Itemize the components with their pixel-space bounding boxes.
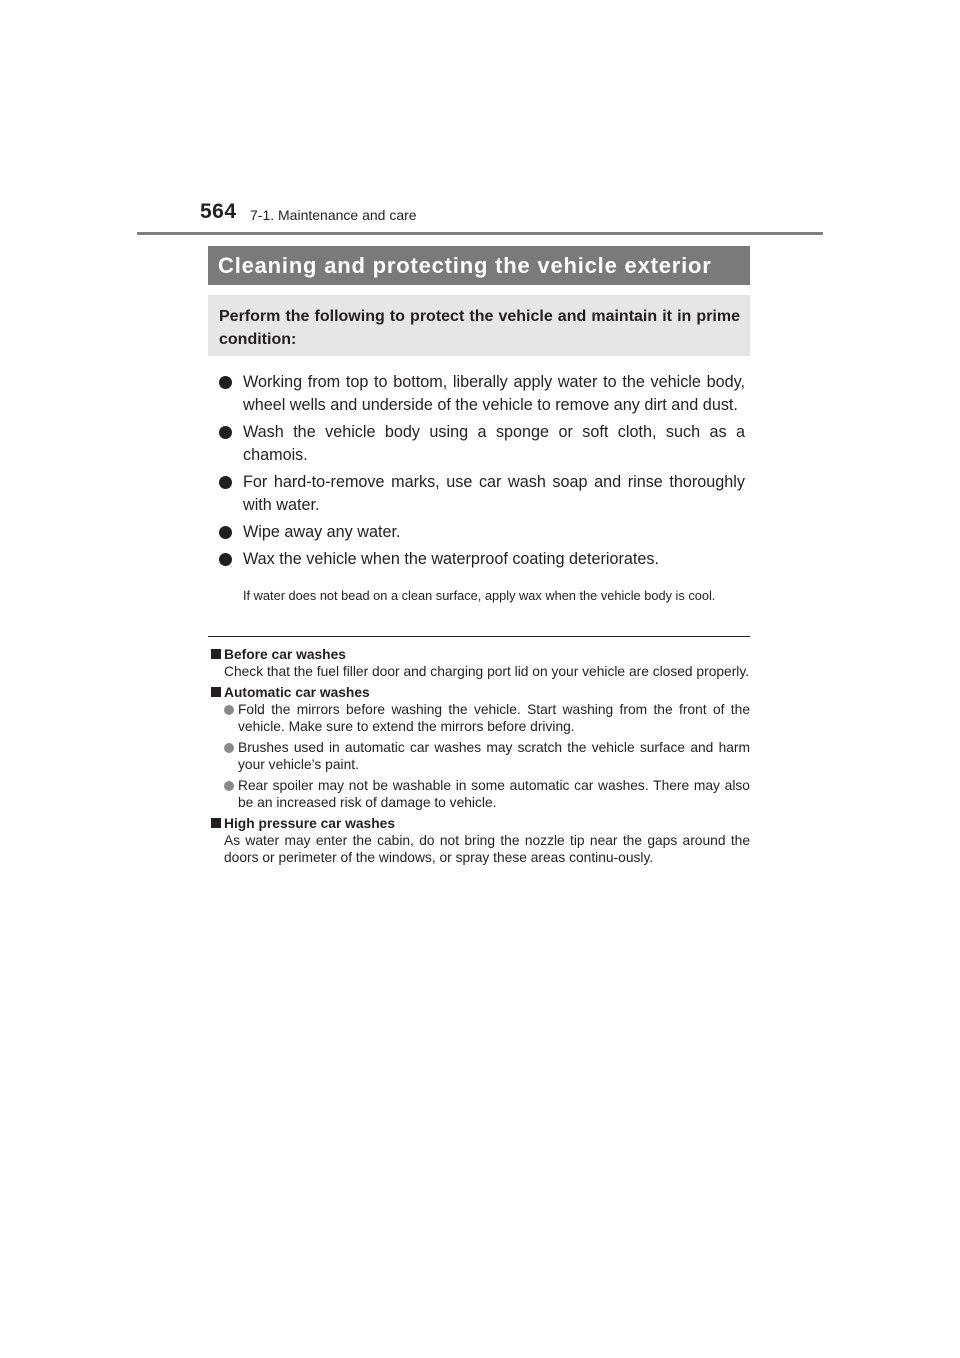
list-item: Rear spoiler may not be washable in some automatic car washes. There may also be an increased risk of damage to vehicle. [210, 777, 750, 811]
instruction-list [218, 371, 745, 575]
list-item: Brushes used in automatic car washes may scratch the vehicle surface and harm your vehicle’s paint. [210, 739, 750, 773]
square-bullet-icon [211, 649, 221, 659]
list-item: Fold the mirrors before washing the vehicle. Start washing from the front of the vehicle. Make sure to extend the mirrors before driving. [210, 701, 750, 735]
high-pressure-heading: High pressure car washes [210, 815, 750, 832]
automatic-car-washes-heading: Automatic car washes [210, 684, 750, 701]
section-divider [208, 636, 750, 637]
list-item: Wash the vehicle body using a sponge or soft cloth, such as a chamois. [218, 421, 745, 467]
list-item: Wax the vehicle when the waterproof coating deteriorates. [218, 548, 745, 571]
notes-block [210, 644, 750, 870]
before-car-washes-heading: Before car washes [210, 646, 750, 663]
before-car-washes-text: Check that the fuel filler door and charging port lid on your vehicle are closed properly. [224, 664, 750, 679]
bullet-icon [219, 476, 232, 489]
wax-note: If water does not bead on a clean surface, apply wax when the vehicle body is cool. [243, 588, 716, 603]
square-bullet-icon [211, 818, 221, 828]
section-title: Cleaning and protecting the vehicle exterior [208, 246, 750, 285]
list-item: For hard-to-remove marks, use car wash soap and rinse thoroughly with water. [218, 471, 745, 517]
high-pressure-text: As water may enter the cabin, do not bring the nozzle tip near the gaps around the doors or perimeter of the windows, or spray these areas continu-ously. [224, 833, 750, 865]
intro-text: Perform the following to protect the vehicle and maintain it in prime condition: [219, 308, 740, 348]
bullet-icon [219, 553, 232, 566]
bullet-icon [219, 376, 232, 389]
list-item: Working from top to bottom, liberally apply water to the vehicle body, wheel wells and underside of the vehicle to remove any dirt and dust. [218, 371, 745, 417]
square-bullet-icon [211, 687, 221, 697]
intro-box [208, 295, 750, 356]
list-item: Wipe away any water. [218, 521, 745, 544]
bullet-icon [219, 426, 232, 439]
page-number: 564 [200, 200, 237, 223]
header-rule [137, 232, 823, 235]
bullet-icon [224, 743, 234, 753]
bullet-icon [224, 705, 234, 715]
bullet-icon [224, 781, 234, 791]
section-label: 7-1. Maintenance and care [250, 207, 417, 223]
bullet-icon [219, 526, 232, 539]
